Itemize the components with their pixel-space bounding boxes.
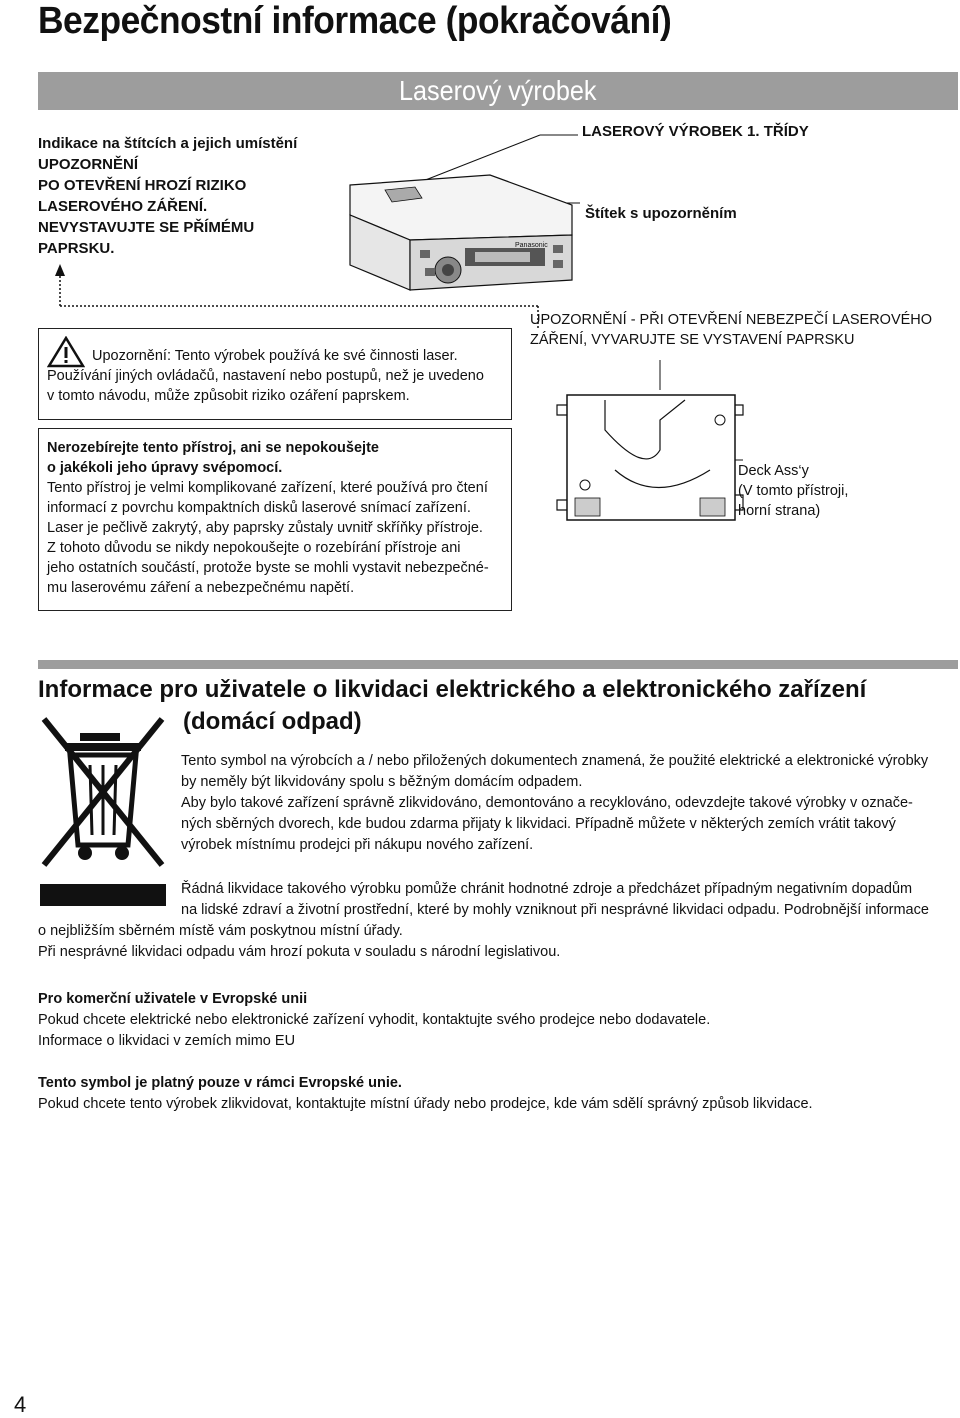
label-line: UPOZORNĚNÍ <box>38 156 139 173</box>
text-line: o nejbližším sběrném místě vám poskytnou místní úřady. <box>38 923 403 939</box>
text-line: Pokud chcete elektrické nebo elektronické zařízení vyhodit, kontaktujte svého prodejce nebo dodavatele. <box>38 1012 711 1028</box>
warning-sticker-label: Štítek s upozorněním <box>585 205 737 222</box>
box-line: Laser je pečlivě zakrytý, aby paprsky zůstaly uvnitř skříňky přístroje. <box>47 520 483 536</box>
disposal-heading <box>38 674 958 738</box>
banner-text: Laserový výrobek <box>399 75 597 106</box>
text-line: výrobek místnímu prodejci při nákupu nového zařízení. <box>181 837 534 853</box>
laser-class-label: LASEROVÝ VÝROBEK 1. TŘÍDY <box>582 123 809 140</box>
business-users-section <box>38 989 958 1052</box>
caution-line: Upozornění: Tento výrobek používá ke své činnosti laser. <box>92 348 458 364</box>
subheading: Tento symbol je platný pouze v rámci Evropské unie. <box>38 1075 402 1091</box>
deck-assembly-illustration <box>545 360 745 530</box>
caution-line: v tomto návodu, může způsobit riziko ozáření paprskem. <box>47 388 410 404</box>
section-banner <box>38 72 958 110</box>
subheading: Pro komerční uživatele v Evropské unii <box>38 991 308 1007</box>
text-line: Tento symbol na výrobcích a / nebo přiložených dokumentech znamená, že použité elektrické a elektronické výrobky <box>181 753 929 769</box>
warning-triangle-icon <box>47 336 85 368</box>
disposal-paragraph-2 <box>38 879 958 963</box>
weee-crossed-bin-icon <box>40 715 166 870</box>
disposal-paragraph-1 <box>181 751 959 856</box>
text-line: Řádná likvidace takového výrobku pomůže chránit hodnotné zdroje a předcházet případným negativním dopadům <box>181 881 913 897</box>
label-line: LASEROVÉHO ZÁŘENÍ. <box>38 198 208 215</box>
caption-line: UPOZORNĚNÍ - PŘI OTEVŘENÍ NEBEZPEČÍ LASEROVÉHO <box>530 312 933 328</box>
page-number: 4 <box>14 1392 27 1417</box>
eu-only-section <box>38 1073 958 1115</box>
disassembly-warning-box <box>38 428 512 611</box>
text-line: Při nesprávné likvidaci odpadu vám hrozí pokuta v souladu s národní legislativou. <box>38 944 561 960</box>
car-stereo-illustration <box>340 120 580 310</box>
deck-caption <box>738 461 948 521</box>
section-divider <box>38 660 958 669</box>
box-heading: Nerozebírejte tento přístroj, ani se nepokoušejte <box>47 440 379 456</box>
text-line: Pokud chcete tento výrobek zlikvidovat, kontaktujte místní úřady nebo prodejce, kde vám sdělí správný způsob likvidace. <box>38 1096 813 1112</box>
caption-line: horní strana) <box>738 503 821 519</box>
box-line: Tento přístroj je velmi komplikované zařízení, které používá pro čtení <box>47 480 488 496</box>
text-line: by neměly být likvidovány spolu s běžným domácím odpadem. <box>181 774 583 790</box>
text-line: Aby bylo takové zařízení správně zlikvidováno, demontováno a recyklováno, odevzdejte takové výrobky v označe- <box>181 795 913 811</box>
caption-line: Deck Ass‘y <box>738 463 809 479</box>
box-heading: o jakékoli jeho úpravy svépomocí. <box>47 460 283 476</box>
text-line: Informace o likvidaci v zemích mimo EU <box>38 1033 296 1049</box>
label-line: Indikace na štítcích a jejich umístění <box>38 135 298 152</box>
page-title: Bezpečnostní informace (pokračování) <box>38 0 672 42</box>
label-indication-text <box>38 133 318 259</box>
brand-text: Panasonic <box>515 242 548 249</box>
caution-line: Používání jiných ovládačů, nastavení nebo postupů, než je uvedeno <box>47 368 484 384</box>
box-line: jeho ostatních součástí, protože byste se mohli vystavit nebezpečné- <box>47 560 489 576</box>
text-line: ných sběrných dvorech, kde budou zdarma přijaty k likvidaci. Případně můžete v některých zemích vrátit takový <box>181 816 896 832</box>
caption-line: ZÁŘENÍ, VYVARUJTE SE VYSTAVENÍ PAPRSKU <box>530 332 855 348</box>
box-line: Z tohoto důvodu se nikdy nepokoušejte o rozebírání přístroje ani <box>47 540 461 556</box>
label-line: PO OTEVŘENÍ HROZÍ RIZIKO <box>38 177 247 194</box>
box-line: mu laserovému záření a nebezpečnému napětí. <box>47 580 355 596</box>
label-line: PAPRSKU. <box>38 240 115 257</box>
caution-box <box>38 328 512 420</box>
laser-warning-caption <box>530 310 950 350</box>
caption-line: (V tomto přístroji, <box>738 483 849 499</box>
heading-line: (domácí odpad) <box>183 708 362 735</box>
label-line: NEVYSTAVUJTE SE PŘÍMÉMU <box>38 219 255 236</box>
heading-line: Informace pro uživatele o likvidaci elektrického a elektronického zařízení <box>38 676 867 703</box>
text-line: na lidské zdraví a životní prostřední, které by mohly vzniknout při nesprávné likvidaci odpadu. Podrobnější informace <box>181 902 929 918</box>
box-line: informací z povrchu kompaktních disků laserové snímací zařízení. <box>47 500 471 516</box>
